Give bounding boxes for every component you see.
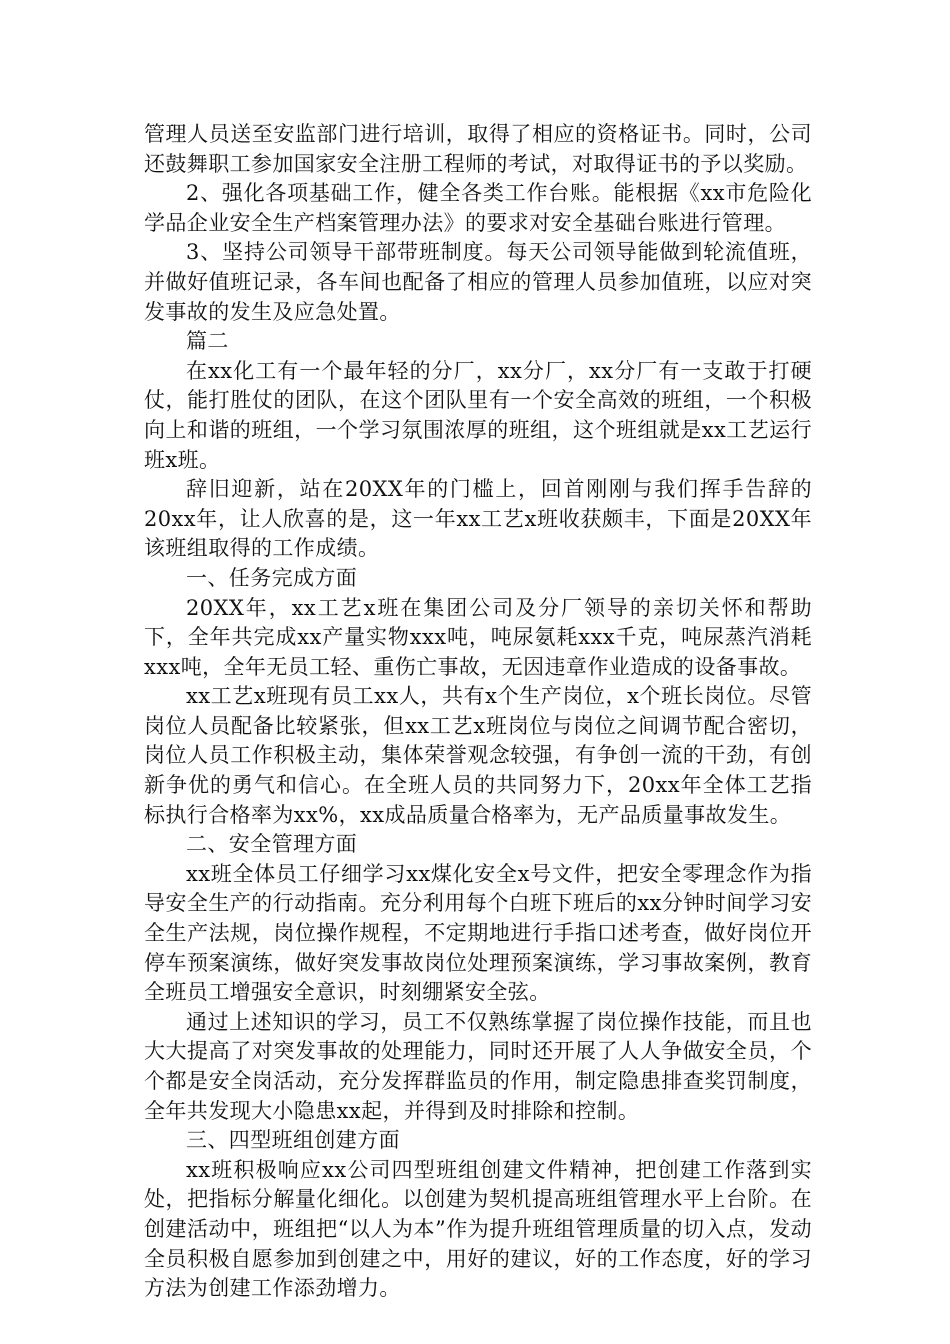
paragraph-9: xx工艺x班现有员工xx人，共有x个生产岗位，x个班长岗位。尽管岗位人员配备比较紧张，但xx工艺x班岗位与岗位之间调节配合密切，岗位人员工作积极主动，集体荣誉观念较强，有争创一流的干劲，有创新争优的勇气和信心。在全班人员的共同努力下，20xx年全体工艺指标执行合格率为xx%，xx成品质量合格率为，无产品质量事故发生。 xyxy=(144,684,812,827)
section-heading-task-completion: 一、任务完成方面 xyxy=(186,565,358,590)
section-heading-part-two: 篇二 xyxy=(186,329,229,354)
paragraph-3: 3、坚持公司领导干部带班制度。每天公司领导能做到轮流值班，并做好值班记录，各车间也配备了相应的管理人员参加值班，以应对突发事故的发生及应急处置。 xyxy=(144,240,812,324)
section-heading-team-building: 三、四型班组创建方面 xyxy=(186,1128,400,1153)
paragraph-12: 通过上述知识的学习，员工不仅熟练掌握了岗位操作技能，而且也大大提高了对突发事故的处理能力，同时还开展了人人争做安全员，个个都是安全岗活动，充分发挥群监员的作用，制定隐患排查奖罚制度，全年共发现大小隐患xx起，并得到及时排除和控制。 xyxy=(144,1009,812,1123)
section-heading-safety-management: 二、安全管理方面 xyxy=(186,832,358,857)
paragraph-8: 20XX年，xx工艺x班在集团公司及分厂领导的亲切关怀和帮助下，全年共完成xx产量实物xxx吨，吨尿氨耗xxx千克，吨尿蒸汽消耗xxx吨，全年无员工轻、重伤亡事故，无因违章作业造成的设备事故。 xyxy=(144,595,812,679)
paragraph-5: 在xx化工有一个最年轻的分厂，xx分厂，xx分厂有一支敢于打硬仗，能打胜仗的团队，在这个团队里有一个安全高效的班组，一个积极向上和谐的班组，一个学习氛围浓厚的班组，这个班组就是xx工艺运行班x班。 xyxy=(144,358,812,472)
paragraph-1: 管理人员送至安监部门进行培训，取得了相应的资格证书。同时，公司还鼓舞职工参加国家安全注册工程师的考试，对取得证书的予以奖励。 xyxy=(144,122,812,176)
paragraph-11: xx班全体员工仔细学习xx煤化安全x号文件，把安全零理念作为指导安全生产的行动指南。充分利用每个白班下班后的xx分钟时间学习安全生产法规，岗位操作规程，不定期地进行手指口述考查，做好岗位开停车预案演练，做好突发事故岗位处理预案演练，学习事故案例，教育全班员工增强安全意识，时刻绷紧安全弦。 xyxy=(144,861,812,1005)
document-body xyxy=(144,120,812,1304)
paragraph-14: xx班积极响应xx公司四型班组创建文件精神，把创建工作落到实处，把指标分解量化细化。以创建为契机提高班组管理水平上台阶。在创建活动中，班组把“以人为本”作为提升班组管理质量的切入点，发动全员积极自愿参加到创建之中，用好的建议，好的工作态度，好的学习方法为创建工作添劲增力。 xyxy=(144,1157,812,1301)
paragraph-2: 2、强化各项基础工作，健全各类工作台账。能根据《xx市危险化学品企业安全生产档案管理办法》的要求对安全基础台账进行管理。 xyxy=(144,181,812,235)
paragraph-6: 辞旧迎新，站在20XX年的门槛上，回首刚刚与我们挥手告辞的20xx年，让人欣喜的是，这一年xx工艺x班收获颇丰，下面是20XX年该班组取得的工作成绩。 xyxy=(144,477,812,561)
